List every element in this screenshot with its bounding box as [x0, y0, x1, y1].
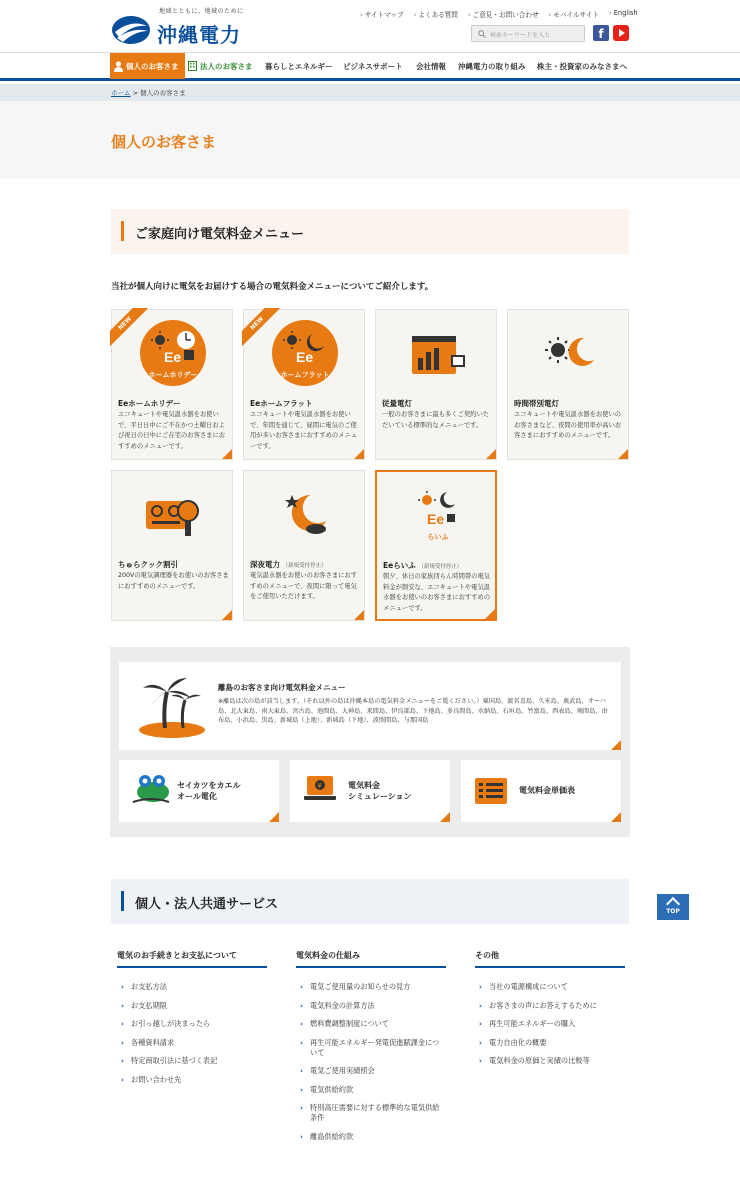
shortcut-label: 電気料金 シミュレーション — [348, 781, 412, 801]
svg-text:Ee: Ee — [164, 349, 182, 365]
link-item[interactable]: › 特定商取引法に基づく表記 — [117, 1056, 267, 1066]
card-desc: 一般のお客さまに最も多くご契約いただいている標準的なメニューです。 — [382, 411, 490, 429]
column-heading: その他 — [475, 950, 625, 968]
card-desc: 200Vの電気調理器をお使いのお客さまにおすすめのメニューです。 — [118, 572, 229, 590]
global-nav — [0, 52, 740, 81]
nav-item-company[interactable]: 会社情報 — [416, 62, 446, 71]
simulation-link[interactable] — [290, 760, 450, 822]
link-item[interactable]: › 燃料費調整制度について — [296, 1019, 446, 1029]
link-item[interactable]: › お支払期限 — [117, 1001, 267, 1011]
link-item[interactable]: › お支払方法 — [117, 982, 267, 992]
svg-text:Ee: Ee — [296, 349, 314, 365]
nav-item-life-energy[interactable]: 暮らしとエネルギー — [265, 62, 333, 71]
page-hero — [0, 101, 740, 179]
card-title: Eeホームホリデー — [118, 399, 181, 408]
sun-moon-icon — [536, 320, 602, 386]
link-item[interactable]: › 電気供給約款 — [296, 1085, 446, 1095]
breadcrumb-sep: > — [132, 89, 139, 97]
link-column-other — [475, 950, 625, 1075]
link-item[interactable]: › 当社の電源構成について — [475, 982, 625, 992]
shortcut-label: セイカツをカエル オール電化 — [177, 781, 241, 801]
logo-tagline: 地域とともに、地域のために — [159, 8, 244, 15]
back-to-top-button[interactable]: TOP — [657, 894, 689, 920]
breadcrumb-current: 個人のお客さま — [140, 89, 186, 97]
corner-arrow-icon — [611, 740, 621, 750]
util-link-sitemap[interactable]: › サイトマップ — [360, 9, 404, 19]
card-title: Eeホームフラット — [250, 399, 313, 408]
ee-life-icon: Ee らいふ — [405, 482, 471, 548]
card-desc: エコキュートや電気温水器をお使いで、年間を通じて、昼間に電気のご使用が多いお客さまにおすすめのメニューです。 — [250, 411, 358, 450]
list-table-icon — [475, 778, 507, 804]
person-icon — [114, 61, 123, 72]
link-item[interactable]: › 電気ご使用実績照会 — [296, 1066, 446, 1076]
search-input[interactable] — [471, 25, 585, 42]
rate-table-link[interactable] — [461, 760, 621, 822]
cooktop-icon — [140, 481, 206, 547]
page-title: 個人のお客さま — [111, 133, 217, 151]
util-link-english[interactable]: › English — [609, 9, 638, 19]
link-item[interactable]: › 電力自由化の概要 — [475, 1038, 625, 1048]
nav-item-business-support[interactable]: ビジネスサポート — [343, 62, 403, 71]
island-desc: ※離島は次の島が該当します。（それ以外の島は沖縄本島の電気料金メニューをご覧ください。）粟国島、渡名喜島、久米島、奥武島、オーハ島、北大東島、南大東島、宮古島、池間島、大神島、来間島、伊良部島、下地島、多良間島、水納島、石垣島、竹富島、西表島、鳩間島、由布島、小浜島、黒島、新城島（上地）、新城島（下地）、波照間島、与那国島 — [218, 698, 608, 724]
youtube-icon[interactable] — [613, 25, 629, 41]
island-menu-link[interactable] — [119, 662, 621, 750]
link-item[interactable]: › 各種資料請求 — [117, 1038, 267, 1048]
corner-arrow-icon — [486, 449, 496, 459]
link-item[interactable]: › お引っ越しが決まったら — [117, 1019, 267, 1029]
corner-arrow-icon — [354, 449, 364, 459]
facebook-icon[interactable]: f — [593, 25, 609, 41]
column-heading: 電気料金の仕組み — [296, 950, 446, 968]
link-item[interactable]: › 離島供給約款 — [296, 1132, 446, 1142]
corner-arrow-icon — [222, 610, 232, 620]
frog-icon — [131, 772, 171, 806]
card-chura-cook[interactable] — [111, 470, 233, 621]
card-juryo-dento[interactable] — [375, 309, 497, 460]
utility-links — [360, 9, 648, 19]
card-shinya-denryoku[interactable] — [243, 470, 365, 621]
util-link-faq[interactable]: › よくある質問 — [414, 9, 458, 19]
building-icon — [188, 61, 197, 71]
card-ee-life[interactable] — [375, 470, 497, 621]
link-column-pricing — [296, 950, 446, 1150]
section-heading-menu — [111, 209, 629, 254]
all-electric-link[interactable] — [119, 760, 279, 822]
card-desc: 電気温水器をお使いのお客さまにおすすめのメニューで、夜間に限って電気をご使用いただけます。 — [250, 572, 358, 600]
nav-item-individual[interactable]: 個人のお客さま — [110, 53, 185, 79]
util-link-contact[interactable]: › ご意見・お問い合わせ — [468, 9, 539, 19]
site-header — [0, 0, 740, 52]
corner-arrow-icon — [485, 609, 495, 619]
corner-arrow-icon — [222, 449, 232, 459]
search-placeholder: 検索キーワードを入力 — [490, 32, 551, 39]
card-jikantai-betsu-dento[interactable] — [507, 309, 629, 460]
section-title: 個人・法人共通サービス — [135, 897, 279, 912]
breadcrumb-home[interactable]: ホーム — [111, 89, 131, 97]
link-item[interactable]: › お問い合わせ先 — [117, 1075, 267, 1085]
card-title: ちゅらクック割引 — [118, 560, 178, 569]
search-icon — [478, 30, 486, 38]
column-heading: 電気のお手続きとお支払について — [117, 950, 267, 968]
link-item[interactable]: › 再生可能エネルギーの購入 — [475, 1019, 625, 1029]
bar-chart-icon — [404, 320, 470, 386]
shortcut-label: 電気料金単価表 — [519, 786, 575, 795]
site-logo[interactable] — [111, 6, 251, 46]
link-item[interactable]: › 電気料金の原価と実績の比較等 — [475, 1056, 625, 1066]
section-heading-common — [111, 879, 629, 924]
ee-home-flat-icon: Ee ホームフラット — [272, 320, 338, 386]
corner-arrow-icon — [440, 812, 450, 822]
svg-text:Ee: Ee — [427, 511, 445, 527]
island-title: 離島のお客さま向け電気料金メニュー — [218, 683, 346, 692]
link-item[interactable]: › お客さまの声にお答えするために — [475, 1001, 625, 1011]
nav-item-business[interactable]: 法人のお客さま — [188, 53, 253, 79]
card-title: 従量電灯 — [382, 399, 412, 408]
breadcrumb — [0, 84, 740, 101]
card-desc: 朝夕、休日の家族団らん時間帯の電気料金が割安な、エコキュートや電気温水器をお使いのお客さまにおすすめのメニューです。 — [383, 573, 491, 612]
link-item[interactable]: › 特別高圧需要に対する標準的な電気供給条件 — [296, 1103, 446, 1123]
corner-arrow-icon — [611, 812, 621, 822]
card-title: 時間帯別電灯 — [514, 399, 559, 408]
card-ee-home-holiday[interactable] — [111, 309, 233, 460]
logo-mark-icon — [111, 15, 151, 45]
svg-text:¥: ¥ — [317, 783, 322, 790]
new-badge: NEW — [242, 308, 282, 348]
palm-tree-icon — [137, 672, 207, 738]
card-desc: エコキュートや電気温水器をお使いのお客さまなど、夜間の使用率が高いお客さまにおすすめのメニューです。 — [514, 411, 622, 439]
util-link-mobile[interactable]: › モバイルサイト — [549, 9, 599, 19]
section-title: ご家庭向け電気料金メニュー — [135, 227, 305, 242]
card-desc: エコキュートや電気温水器をお使いで、平日日中にご不在かつ土曜日および祝日の日中にご在宅のお客さまにおすすめのメニューです。 — [118, 411, 226, 450]
card-title: Eeらいふ （新規受付停止） — [383, 561, 463, 570]
laptop-icon — [304, 774, 336, 804]
corner-arrow-icon — [354, 610, 364, 620]
corner-arrow-icon — [269, 812, 279, 822]
moon-star-icon — [272, 481, 338, 547]
logo-brand-name: 沖縄電力 — [157, 23, 241, 47]
card-ee-home-flat[interactable] — [243, 309, 365, 460]
link-column-procedures — [117, 950, 267, 1093]
nav-item-investors[interactable]: 株主・投資家のみなさまへ — [537, 62, 627, 71]
link-item[interactable]: › 電気料金の計算方法 — [296, 1001, 446, 1011]
nav-item-initiatives[interactable]: 沖縄電力の取り組み — [458, 62, 526, 71]
card-title: 深夜電力 （新規受付停止） — [250, 560, 327, 569]
new-badge: NEW — [110, 308, 150, 348]
link-item[interactable]: › 再生可能エネルギー発電促進賦課金について — [296, 1038, 446, 1058]
corner-arrow-icon — [618, 449, 628, 459]
link-item[interactable]: › 電気ご使用量のお知らせの見方 — [296, 982, 446, 992]
section-intro: 当社が個人向けに電気をお届けする場合の電気料金メニューについてご紹介します。 — [111, 282, 434, 292]
ee-home-holiday-icon: Ee ホームホリデー — [140, 320, 206, 386]
